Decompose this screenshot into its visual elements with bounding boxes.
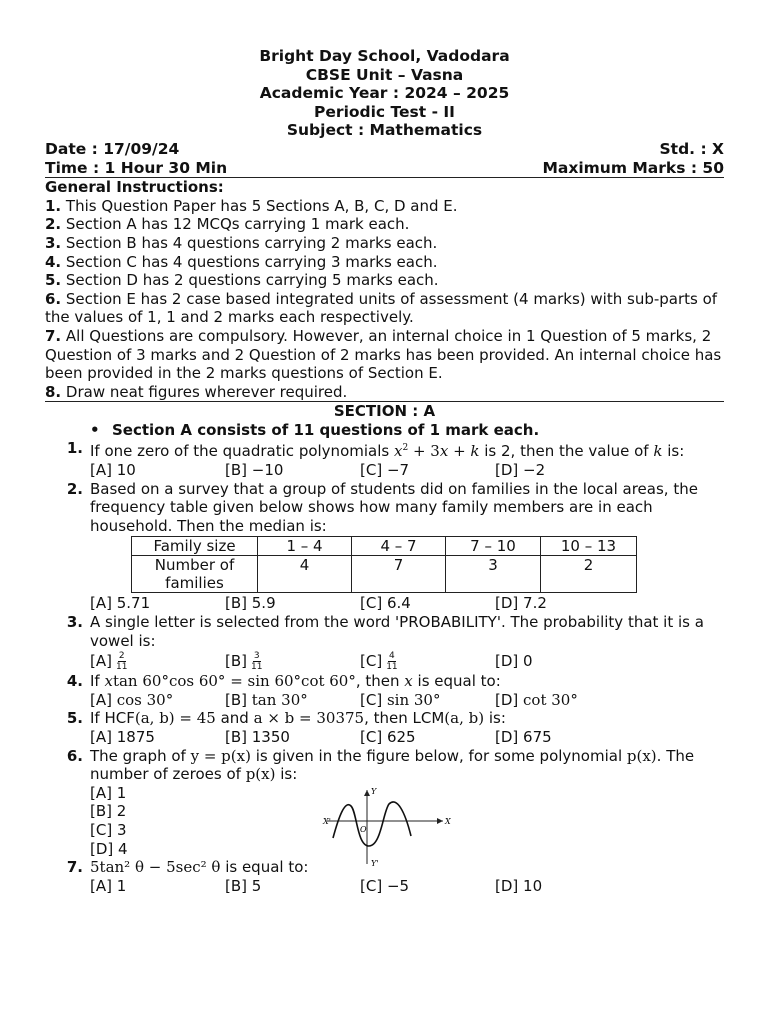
question-6: 6. The graph of y = p(x) is given in the figure below, for some polynomial p(x). The number of zeroes of p(x) is: xyxy=(66,746,695,784)
question-1-options xyxy=(45,461,724,480)
option-b: [B] 1350 xyxy=(225,728,290,746)
option-d: [D] 7.2 xyxy=(495,594,547,613)
standard: Std. : X xyxy=(659,139,724,158)
question-5: 5. If HCF(a, b) = 45 and a × b = 30375, then LCM(a, b) is: xyxy=(66,709,506,728)
option-d: [D] cot 30° xyxy=(495,690,578,709)
x-label: X xyxy=(445,816,451,826)
subject-name: Subject : Mathematics xyxy=(286,121,483,140)
option-c: [C] 625 xyxy=(360,728,416,746)
option-b: [B] 2 xyxy=(90,802,127,821)
exam-date: Date : 17/09/24 xyxy=(45,139,180,158)
maximum-marks: Maximum Marks : 50 xyxy=(542,158,724,177)
table-cell: 3 xyxy=(446,556,541,593)
option-b: [B] $\frac{3}{11}$ xyxy=(225,651,263,673)
x-arrow-icon xyxy=(437,818,443,824)
option-c: [C] −5 xyxy=(360,876,410,895)
table-cell: 4 – 7 xyxy=(352,537,446,556)
option-d: [D] −2 xyxy=(495,461,546,480)
question-7: 7. 5tan² θ − 5sec² θ is equal to: xyxy=(66,858,309,877)
section-note: • Section A consists of 11 questions of 1 mark each. xyxy=(90,420,540,439)
option-a: [A] 1 xyxy=(90,876,127,895)
origin-label: O xyxy=(360,824,367,834)
option-d: [D] 0 xyxy=(495,652,533,671)
table-cell: 2 xyxy=(541,556,637,593)
question-2-options xyxy=(45,594,724,613)
instruction-item: 3. Section B has 4 questions carrying 2 marks each. xyxy=(45,233,438,252)
option-b: [B] 5.9 xyxy=(225,594,276,613)
option-b: [B] −10 xyxy=(225,461,284,480)
option-a: [A] 10 xyxy=(90,461,136,480)
table-cell: 10 – 13 xyxy=(541,537,637,556)
polynomial-graph xyxy=(317,786,457,870)
test-name: Periodic Test - II xyxy=(314,102,455,121)
table-cell: 7 xyxy=(352,556,446,593)
instruction-item: 1. This Question Paper has 5 Sections A, B, C, D and E. xyxy=(45,196,458,215)
question-3-options xyxy=(45,650,724,672)
question-3: 3. A single letter is selected from the word 'PROBABILITY'. The probability that it is a vowel is: xyxy=(66,613,704,650)
table-cell: 1 – 4 xyxy=(258,537,352,556)
polynomial-curve xyxy=(333,802,411,846)
table-cell: 4 xyxy=(258,556,352,593)
table-cell: 7 – 10 xyxy=(446,537,541,556)
option-d: [D] 10 xyxy=(495,876,543,895)
question-7-options xyxy=(45,877,724,896)
table-row xyxy=(132,537,637,556)
option-d: [D] 4 xyxy=(90,839,128,858)
unit-name: CBSE Unit – Vasna xyxy=(305,65,464,84)
option-a: [A] $\frac{2}{11}$ xyxy=(90,651,128,673)
option-a: [A] 5.71 xyxy=(90,594,151,613)
instruction-item: 5. Section D has 2 questions carrying 5 marks each. xyxy=(45,271,439,290)
table-cell: Family size xyxy=(132,537,258,556)
school-name: Bright Day School, Vadodara xyxy=(259,47,510,65)
question-4-options xyxy=(45,691,724,710)
option-a: [A] cos 30° xyxy=(90,690,174,709)
general-instructions xyxy=(45,178,724,402)
instructions-title: General Instructions: xyxy=(45,178,224,197)
instruction-item: 8. Draw neat figures wherever required. xyxy=(45,382,348,401)
question-1: 1. If one zero of the quadratic polynomials $x^2 + 3x + k$ is 2, then the value of k is: xyxy=(66,439,685,461)
meta-row-1 xyxy=(45,140,724,159)
paper-header xyxy=(45,0,724,140)
option-d: [D] 675 xyxy=(495,728,552,746)
y-label: Y xyxy=(371,786,377,796)
option-a: [A] 1 xyxy=(90,783,127,802)
exam-time: Time : 1 Hour 30 Min xyxy=(45,158,228,177)
option-c: [C] −7 xyxy=(360,461,410,480)
instruction-item: 2. Section A has 12 MCQs carrying 1 mark each. xyxy=(45,215,410,234)
bullet-icon: • xyxy=(90,420,100,439)
instruction-item: 4. Section C has 4 questions carrying 3 marks each. xyxy=(45,252,438,271)
instruction-item: 7. All Questions are compulsory. However, an internal choice in 1 Question of 5 marks, 2 Question of 3 marks and 2 Question of 2 marks has been provided. An internal choice has been provided in the 2 marks questions of Section E. xyxy=(45,326,722,383)
meta-row-2 xyxy=(45,159,724,179)
option-b: [B] 5 xyxy=(225,876,262,895)
section-title: SECTION : A xyxy=(333,402,436,421)
question-2: 2. Based on a survey that a group of students did on families in the local areas, the frequency table given below shows how many family members are in each household. Then the median is: xyxy=(66,479,698,535)
option-c: [C] 3 xyxy=(90,820,127,839)
question-4: 4. If xtan 60°cos 60° = sin 60°cot 60°, then x is equal to: xyxy=(66,672,501,691)
question-5-options xyxy=(45,728,724,747)
option-c: [C] sin 30° xyxy=(360,690,441,709)
y-arrow-icon xyxy=(364,790,370,796)
instruction-item: 6. Section E has 2 case based integrated units of assessment (4 marks) with sub-parts of the values of 1, 1 and 2 marks each respectively. xyxy=(45,289,718,327)
y-neg-label: Y' xyxy=(371,858,379,868)
academic-year: Academic Year : 2024 – 2025 xyxy=(259,84,510,103)
option-b: [B] tan 30° xyxy=(225,690,308,709)
table-cell: Number of families xyxy=(132,556,258,593)
frequency-table xyxy=(131,536,637,593)
option-c: [C] 6.4 xyxy=(360,594,411,613)
table-row xyxy=(132,556,637,593)
x-neg-label: X' xyxy=(323,816,331,826)
option-c: [C] $\frac{4}{11}$ xyxy=(360,651,398,673)
option-a: [A] 1875 xyxy=(90,728,155,746)
